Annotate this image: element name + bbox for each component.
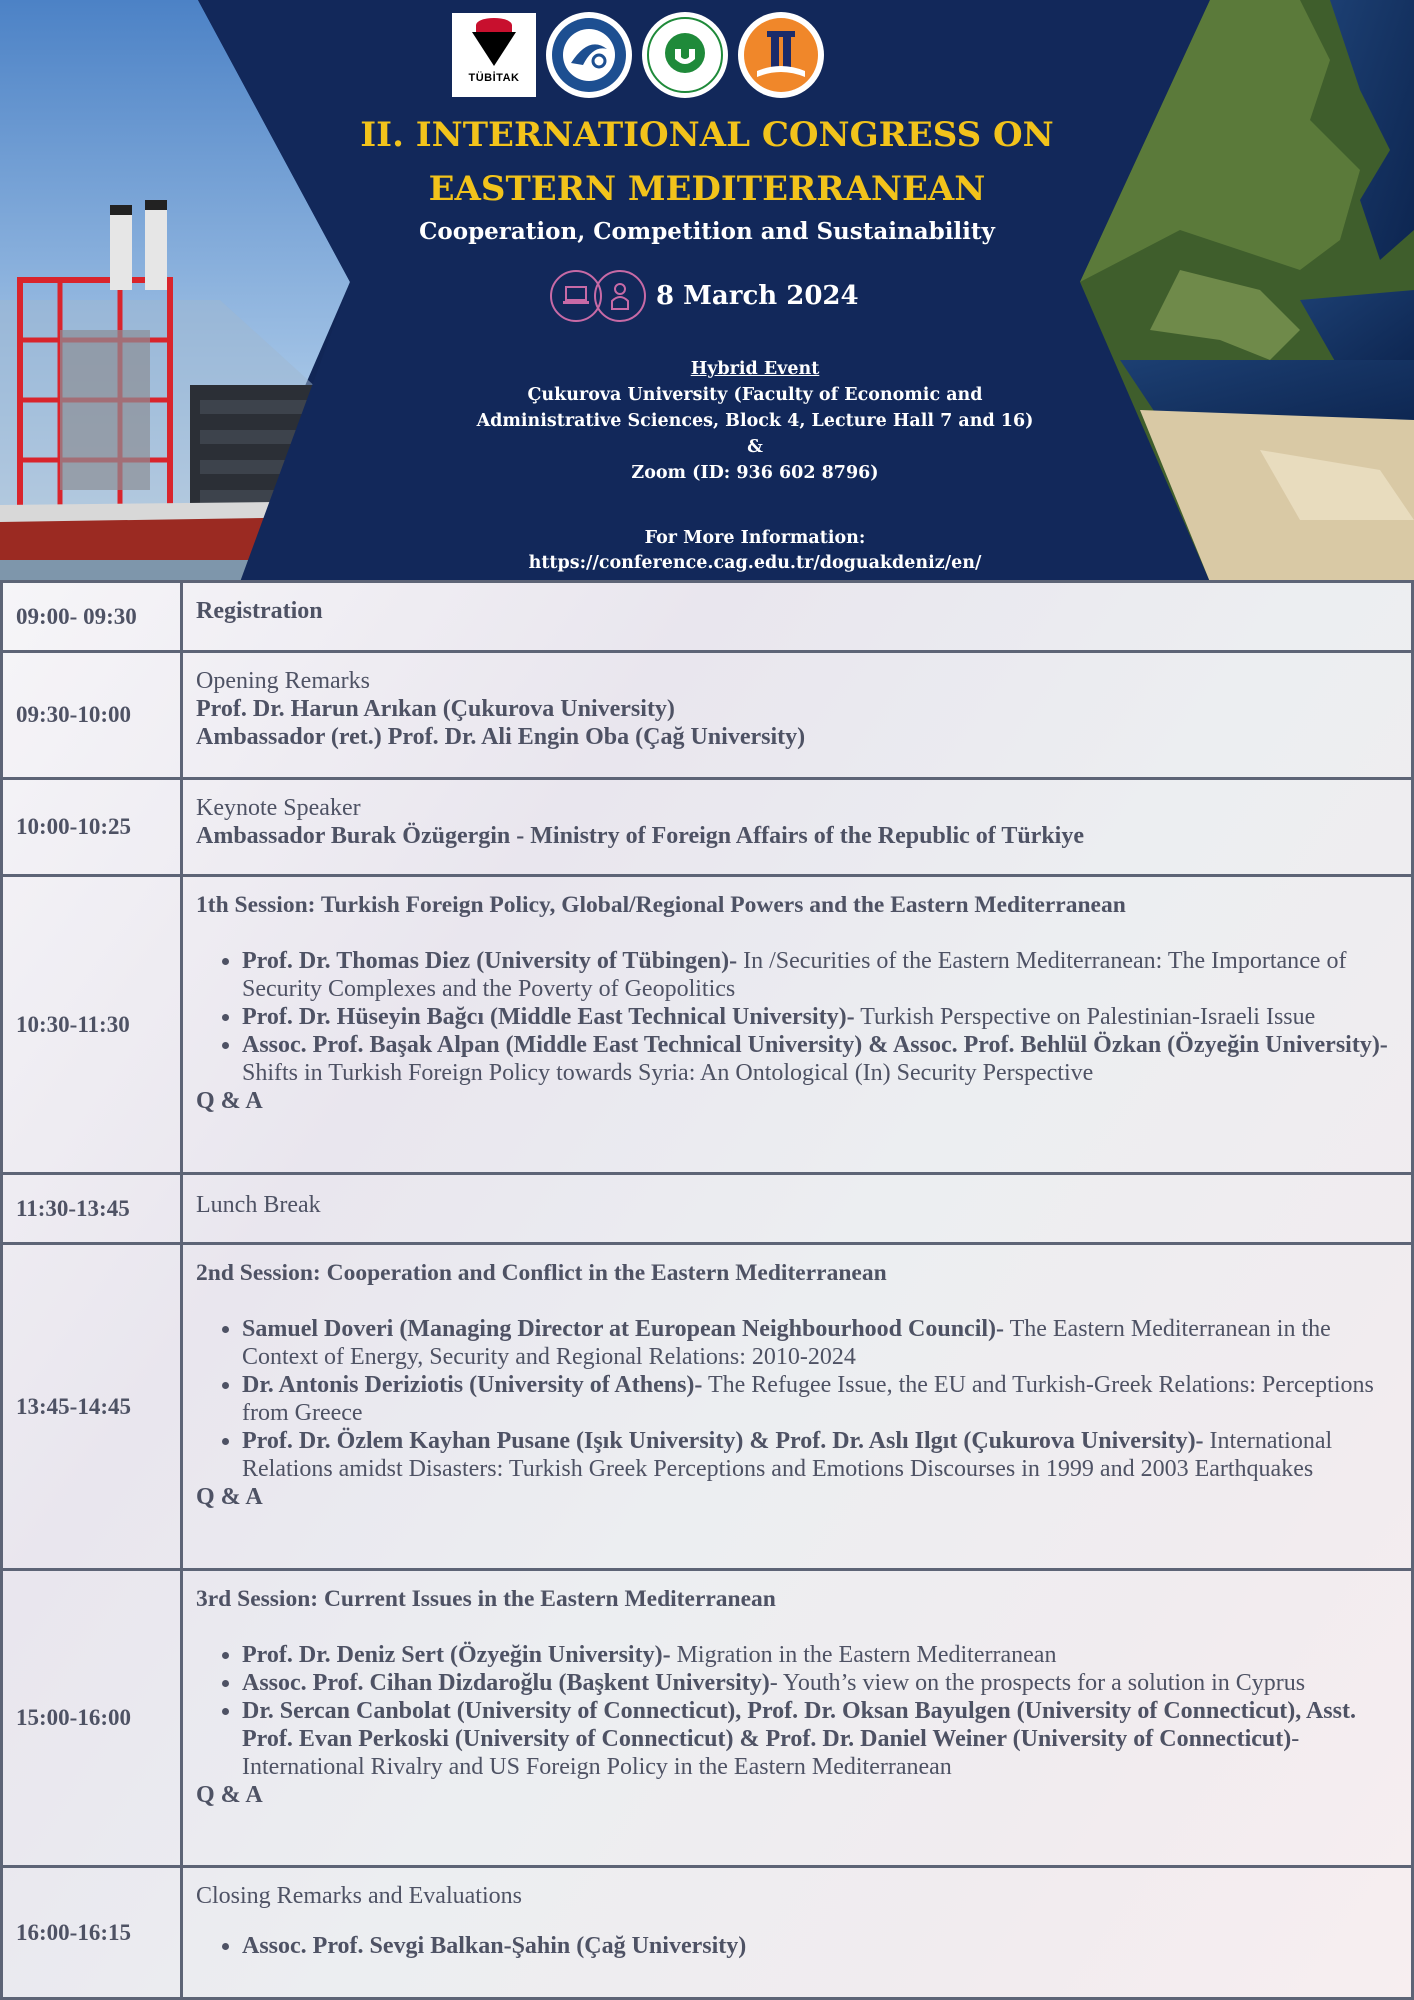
row-content bbox=[196, 667, 1394, 751]
session-title: 1th Session: Turkish Foreign Policy, Global/Regional Powers and the Eastern Mediterranean bbox=[196, 892, 1126, 918]
venue-line-1: Çukurova University (Faculty of Economic and bbox=[527, 385, 983, 405]
talk-item bbox=[242, 1371, 1394, 1427]
congress-title bbox=[0, 108, 1414, 216]
row-content bbox=[196, 597, 1394, 625]
talk-list bbox=[196, 1315, 1394, 1483]
row-content bbox=[196, 1191, 1394, 1219]
row-content bbox=[196, 891, 1394, 1115]
time-slot: 10:30-11:30 bbox=[16, 1011, 130, 1037]
talk-topic: - Youth’s view on the prospects for a solution in Cyprus bbox=[769, 1670, 1306, 1696]
program-row bbox=[0, 874, 1414, 1172]
tubitak-logo bbox=[452, 13, 536, 97]
row-title: Registration bbox=[196, 598, 323, 624]
cag-university-logo bbox=[546, 12, 632, 98]
talk-topic: The Eastern Mediterranean in the Context of Energy, Security and Regional Relations: 2010-2024 bbox=[242, 1316, 1331, 1370]
talk-list bbox=[196, 1932, 1394, 1960]
time-slot: 09:30-10:00 bbox=[16, 702, 131, 727]
row-content bbox=[196, 1882, 1394, 1960]
talk-list bbox=[196, 947, 1394, 1087]
row-title: Keynote Speaker bbox=[196, 795, 361, 821]
talk-item bbox=[242, 1932, 1394, 1960]
talk-item bbox=[242, 1669, 1394, 1697]
speaker: Prof. Dr. Harun Arıkan (Çukurova University) bbox=[196, 696, 675, 722]
cag-seal-icon bbox=[549, 15, 629, 95]
talk-speaker: Prof. Dr. Thomas Diez (University of Tübingen)- bbox=[242, 948, 738, 974]
talk-topic: The Refugee Issue, the EU and Turkish-Greek Relations: Perceptions from Greece bbox=[242, 1372, 1374, 1426]
venue-line-2: Administrative Sciences, Block 4, Lecture Hall 7 and 16) bbox=[476, 411, 1034, 431]
talk-topic: Shifts in Turkish Foreign Policy towards Syria: An Ontological (In) Security Perspective bbox=[242, 1060, 1094, 1086]
header-banner bbox=[0, 0, 1414, 582]
venue-ampersand: & bbox=[747, 437, 763, 457]
talk-speaker: Dr. Sercan Canbolat (University of Connecticut), Prof. Dr. Oksan Bayulgen (University of Connecticut), Asst. Prof. Evan Perkoski (University of Connecticut) & Prof. Dr. Daniel Weiner (University of Connecticut) bbox=[242, 1698, 1356, 1752]
talk-item bbox=[242, 1427, 1394, 1483]
time-slot: 13:45-14:45 bbox=[16, 1393, 131, 1419]
qa-label: Q & A bbox=[196, 1088, 263, 1114]
talk-speaker: Assoc. Prof. Sevgi Balkan-Şahin (Çağ University) bbox=[242, 1933, 747, 1959]
talk-item bbox=[242, 1031, 1394, 1087]
talk-topic: Turkish Perspective on Palestinian-Israeli Issue bbox=[854, 1004, 1316, 1030]
speaker: Ambassador (ret.) Prof. Dr. Ali Engin Oba (Çağ University) bbox=[196, 724, 806, 750]
qa-label: Q & A bbox=[196, 1484, 263, 1510]
talk-speaker: Prof. Dr. Hüseyin Bağcı (Middle East Technical University)- bbox=[242, 1004, 855, 1030]
venue-info bbox=[430, 356, 1080, 486]
time-slot: 09:00- 09:30 bbox=[16, 603, 137, 629]
conference-url-link[interactable]: https://conference.cag.edu.tr/doguakdeniz/en/ bbox=[528, 553, 982, 573]
talk-speaker: Prof. Dr. Deniz Sert (Özyeğin University)- bbox=[242, 1642, 671, 1668]
row-title: Lunch Break bbox=[196, 1192, 321, 1218]
qa-label: Q & A bbox=[196, 1782, 263, 1808]
talk-speaker: Assoc. Prof. Cihan Dizdaroğlu (Başkent University) bbox=[242, 1670, 770, 1696]
session-title: 2nd Session: Cooperation and Conflict in the Eastern Mediterranean bbox=[196, 1260, 887, 1286]
talk-speaker: Dr. Antonis Deriziotis (University of Athens)- bbox=[242, 1372, 703, 1398]
cukurova-university-logo bbox=[642, 12, 728, 98]
hybrid-icons bbox=[550, 270, 646, 322]
more-info-label: For More Information: bbox=[644, 528, 866, 548]
partner-logos bbox=[452, 12, 824, 98]
time-slot: 10:00-10:25 bbox=[16, 814, 131, 839]
date-line bbox=[550, 270, 859, 322]
talk-topic: Migration in the Eastern Mediterranean bbox=[670, 1642, 1057, 1668]
talk-topic: - International Rivalry and US Foreign Policy in the Eastern Mediterranean bbox=[242, 1726, 1300, 1780]
talk-list bbox=[196, 1641, 1394, 1781]
venue-heading: Hybrid Event bbox=[690, 359, 820, 379]
talk-item bbox=[242, 1003, 1394, 1031]
talk-speaker: Assoc. Prof. Başak Alpan (Middle East Technical University) & Assoc. Prof. Behlül Özkan (Özyeğin University)- bbox=[242, 1032, 1388, 1058]
event-date: 8 March 2024 bbox=[656, 281, 859, 311]
program-row bbox=[0, 1172, 1414, 1242]
mersin-seal-icon bbox=[741, 15, 821, 95]
talk-item bbox=[242, 947, 1394, 1003]
title-line-2: EASTERN MEDITERRANEAN bbox=[428, 169, 986, 209]
column-divider bbox=[180, 583, 183, 650]
program-row bbox=[0, 1242, 1414, 1568]
title-line-1: II. INTERNATIONAL CONGRESS ON bbox=[360, 115, 1054, 155]
zoom-id: Zoom (ID: 936 602 8796) bbox=[631, 463, 879, 483]
talk-topic: International Relations amidst Disasters: Turkish Greek Perceptions and Emotions Discourses in 1999 and 2003 Earthquakes bbox=[242, 1428, 1333, 1482]
talk-item bbox=[242, 1315, 1394, 1371]
program-row bbox=[0, 777, 1414, 874]
program-row bbox=[0, 1568, 1414, 1865]
talk-speaker: Prof. Dr. Özlem Kayhan Pusane (Işık University) & Prof. Dr. Aslı Ilgıt (Çukurova University)- bbox=[242, 1428, 1204, 1454]
time-slot: 11:30-13:45 bbox=[16, 1195, 130, 1221]
program-row bbox=[0, 1865, 1414, 2000]
more-info bbox=[430, 526, 1080, 576]
row-content bbox=[196, 1585, 1394, 1809]
row-title: Opening Remarks bbox=[196, 668, 370, 694]
session-title: 3rd Session: Current Issues in the Eastern Mediterranean bbox=[196, 1586, 776, 1612]
row-content bbox=[196, 794, 1394, 850]
time-slot: 15:00-16:00 bbox=[16, 1705, 131, 1730]
keynote-speaker: Ambassador Burak Özügergin - Ministry of Foreign Affairs of the Republic of Türkiye bbox=[196, 823, 1084, 849]
program-row bbox=[0, 650, 1414, 777]
cukurova-seal-icon bbox=[645, 15, 725, 95]
talk-topic: In /Securities of the Eastern Mediterranean: The Importance of Security Complexes and the Poverty of Geopolitics bbox=[242, 948, 1347, 1002]
mersin-university-logo bbox=[738, 12, 824, 98]
program-table bbox=[0, 580, 1414, 2000]
congress-subtitle: Cooperation, Competition and Sustainability bbox=[419, 218, 995, 245]
row-title: Closing Remarks and Evaluations bbox=[196, 1883, 522, 1909]
tubitak-mark-icon bbox=[472, 32, 516, 66]
tubitak-wordmark: TÜBİTAK bbox=[468, 72, 520, 84]
row-content bbox=[196, 1259, 1394, 1511]
talk-item bbox=[242, 1641, 1394, 1669]
program-row bbox=[0, 580, 1414, 650]
person-icon bbox=[594, 270, 646, 322]
talk-item bbox=[242, 1697, 1394, 1781]
time-slot: 16:00-16:15 bbox=[16, 1919, 131, 1945]
talk-speaker: Samuel Doveri (Managing Director at European Neighbourhood Council)- bbox=[242, 1316, 1005, 1342]
